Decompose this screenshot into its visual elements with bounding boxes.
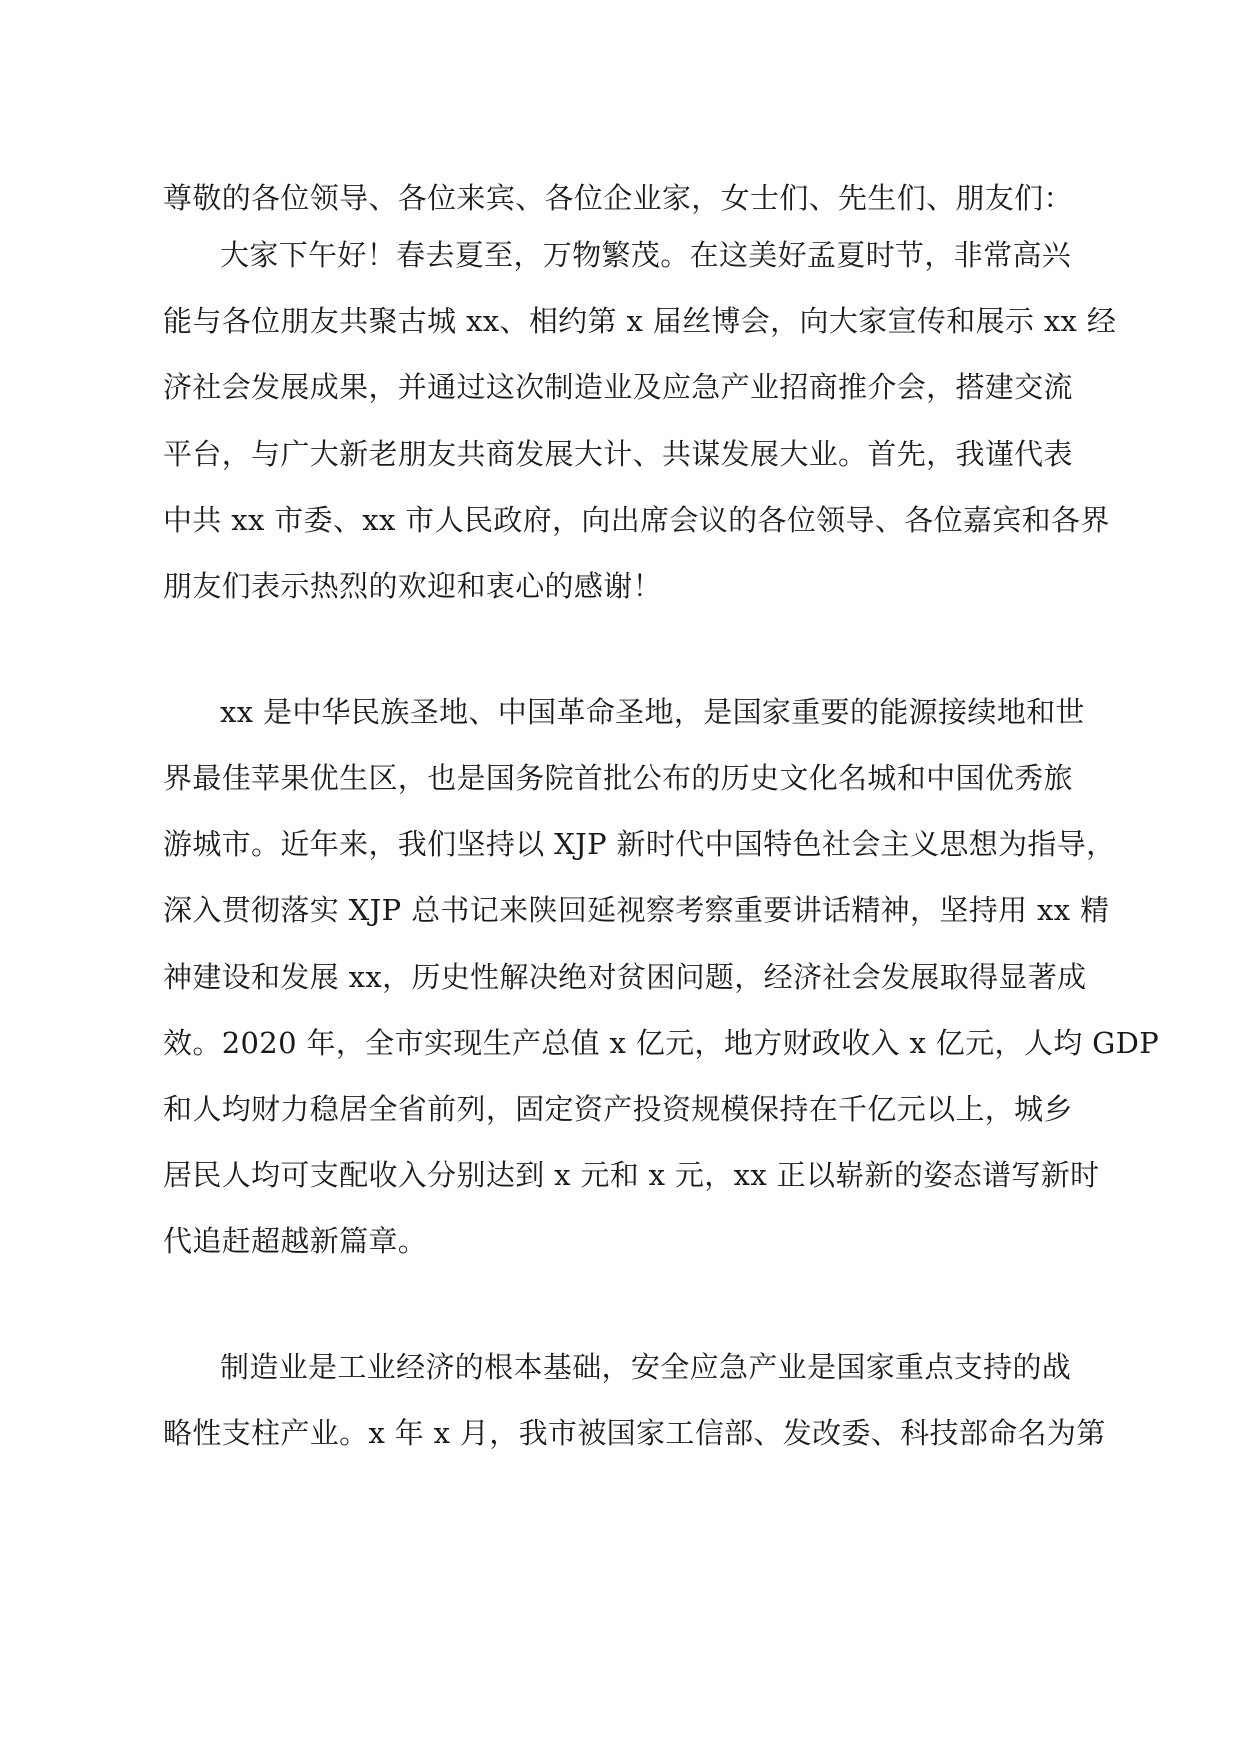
paragraph-2-line-5: 神建设和发展 xx，历史性解决绝对贫困问题，经济社会发展取得显著成 — [163, 960, 1087, 994]
paragraph-2-line-1: xx 是中华民族圣地、中国革命圣地，是国家重要的能源接续地和世 — [220, 695, 1085, 729]
salutation: 尊敬的各位领导、各位来宾、各位企业家，女士们、先生们、朋友们： — [163, 181, 1073, 215]
paragraph-1-line-4: 平台，与广大新老朋友共商发展大计、共谋发展大业。首先，我谨代表 — [163, 437, 1073, 471]
paragraph-1-line-2: 能与各位朋友共聚古城 xx、相约第 x 届丝博会，向大家宣传和展示 xx 经 — [163, 304, 1117, 338]
paragraph-1-line-5: 中共 xx 市委、xx 市人民政府，向出席会议的各位领导、各位嘉宾和各界 — [163, 503, 1110, 537]
paragraph-2-line-4: 深入贯彻落实 XJP 总书记来陕回延视察考察重要讲话精神，坚持用 xx 精 — [163, 893, 1110, 927]
paragraph-3-line-2: 略性支柱产业。x 年 x 月，我市被国家工信部、发改委、科技部命名为第 — [163, 1416, 1106, 1450]
paragraph-2-line-9: 代追赶超越新篇章。 — [163, 1224, 428, 1258]
paragraph-3-line-1: 制造业是工业经济的根本基础，安全应急产业是国家重点支持的战 — [220, 1350, 1072, 1384]
paragraph-1-line-3: 济社会发展成果，并通过这次制造业及应急产业招商推介会，搭建交流 — [163, 370, 1073, 404]
paragraph-2-line-6: 效。2020 年，全市实现生产总值 x 亿元，地方财政收入 x 亿元，人均 GDP — [163, 1026, 1160, 1060]
paragraph-1-line-1: 大家下午好！春去夏至，万物繁茂。在这美好孟夏时节，非常高兴 — [220, 238, 1072, 272]
paragraph-2-line-3: 游城市。近年来，我们坚持以 XJP 新时代中国特色社会主义思想为指导， — [163, 827, 1116, 861]
paragraph-2-line-7: 和人均财力稳居全省前列，固定资产投资规模保持在千亿元以上，城乡 — [163, 1092, 1073, 1126]
paragraph-2-line-8: 居民人均可支配收入分别达到 x 元和 x 元，xx 正以崭新的姿态谱写新时 — [163, 1158, 1100, 1192]
paragraph-2-line-2: 界最佳苹果优生区，也是国务院首批公布的历史文化名城和中国优秀旅 — [163, 761, 1073, 795]
paragraph-1-line-6: 朋友们表示热烈的欢迎和衷心的感谢！ — [163, 569, 662, 603]
